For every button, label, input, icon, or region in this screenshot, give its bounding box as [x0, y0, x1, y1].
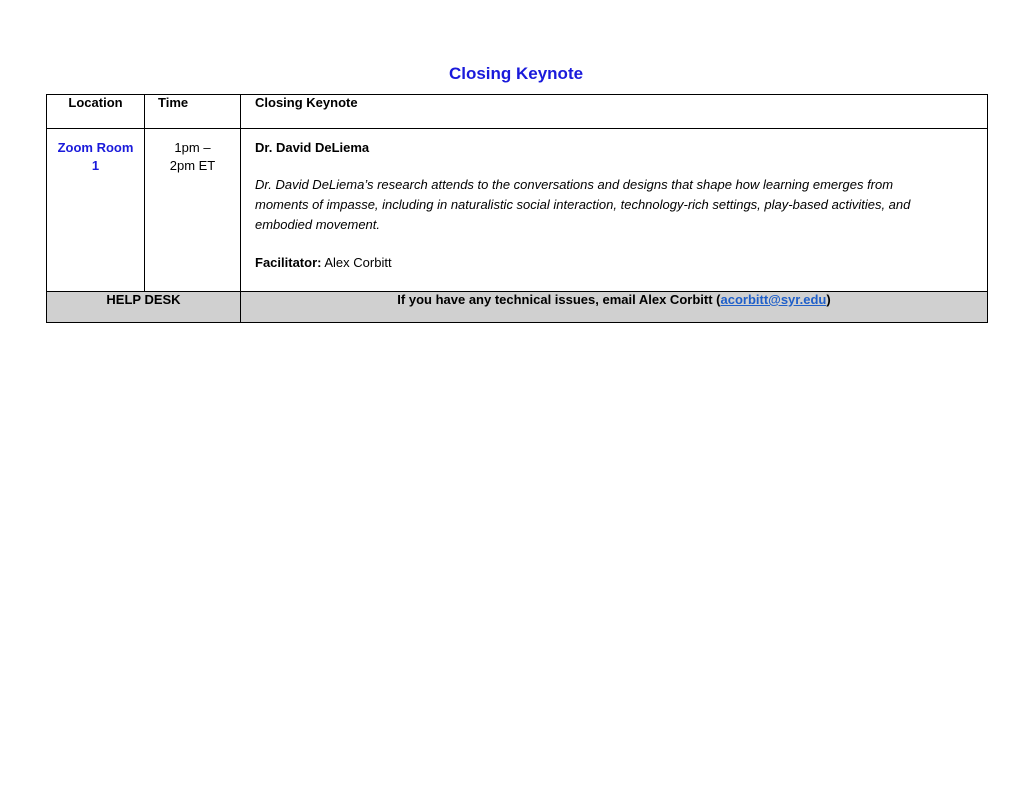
schedule-table	[46, 94, 988, 323]
facilitator-label: Facilitator:	[255, 255, 322, 270]
page-title: Closing Keynote	[448, 64, 584, 83]
help-desk-message-prefix: If you have any technical issues, email Alex Corbitt (	[397, 292, 721, 307]
facilitator-line	[255, 253, 973, 273]
time-start: 1pm –	[174, 140, 211, 155]
table-row	[47, 129, 988, 292]
time-cell	[145, 129, 241, 292]
help-desk-label: HELP DESK	[47, 292, 241, 323]
help-desk-message	[241, 292, 988, 323]
column-header-location: Location	[47, 95, 145, 129]
location-name: Zoom Room	[57, 140, 134, 155]
time-end: 2pm ET	[169, 158, 216, 173]
location-cell	[47, 129, 145, 292]
help-desk-row	[47, 292, 988, 323]
speaker-name: Dr. David DeLiema	[255, 140, 370, 155]
help-desk-email-link[interactable]: acorbitt@syr.edu	[720, 292, 827, 307]
speaker-bio: Dr. David DeLiema’s research attends to the conversations and designs that shape how learning emerges from moments of impasse, including in naturalistic social interaction, technology-rich settings, play-based activities, and embodied movement.	[255, 177, 911, 232]
column-header-time: Time	[145, 95, 241, 129]
help-desk-message-suffix: )	[826, 292, 831, 307]
session-description-cell	[241, 129, 988, 292]
table-header-row	[47, 95, 988, 129]
column-header-session: Closing Keynote	[241, 95, 988, 129]
facilitator-name: Alex Corbitt	[324, 255, 392, 270]
location-number: 1	[91, 158, 100, 173]
